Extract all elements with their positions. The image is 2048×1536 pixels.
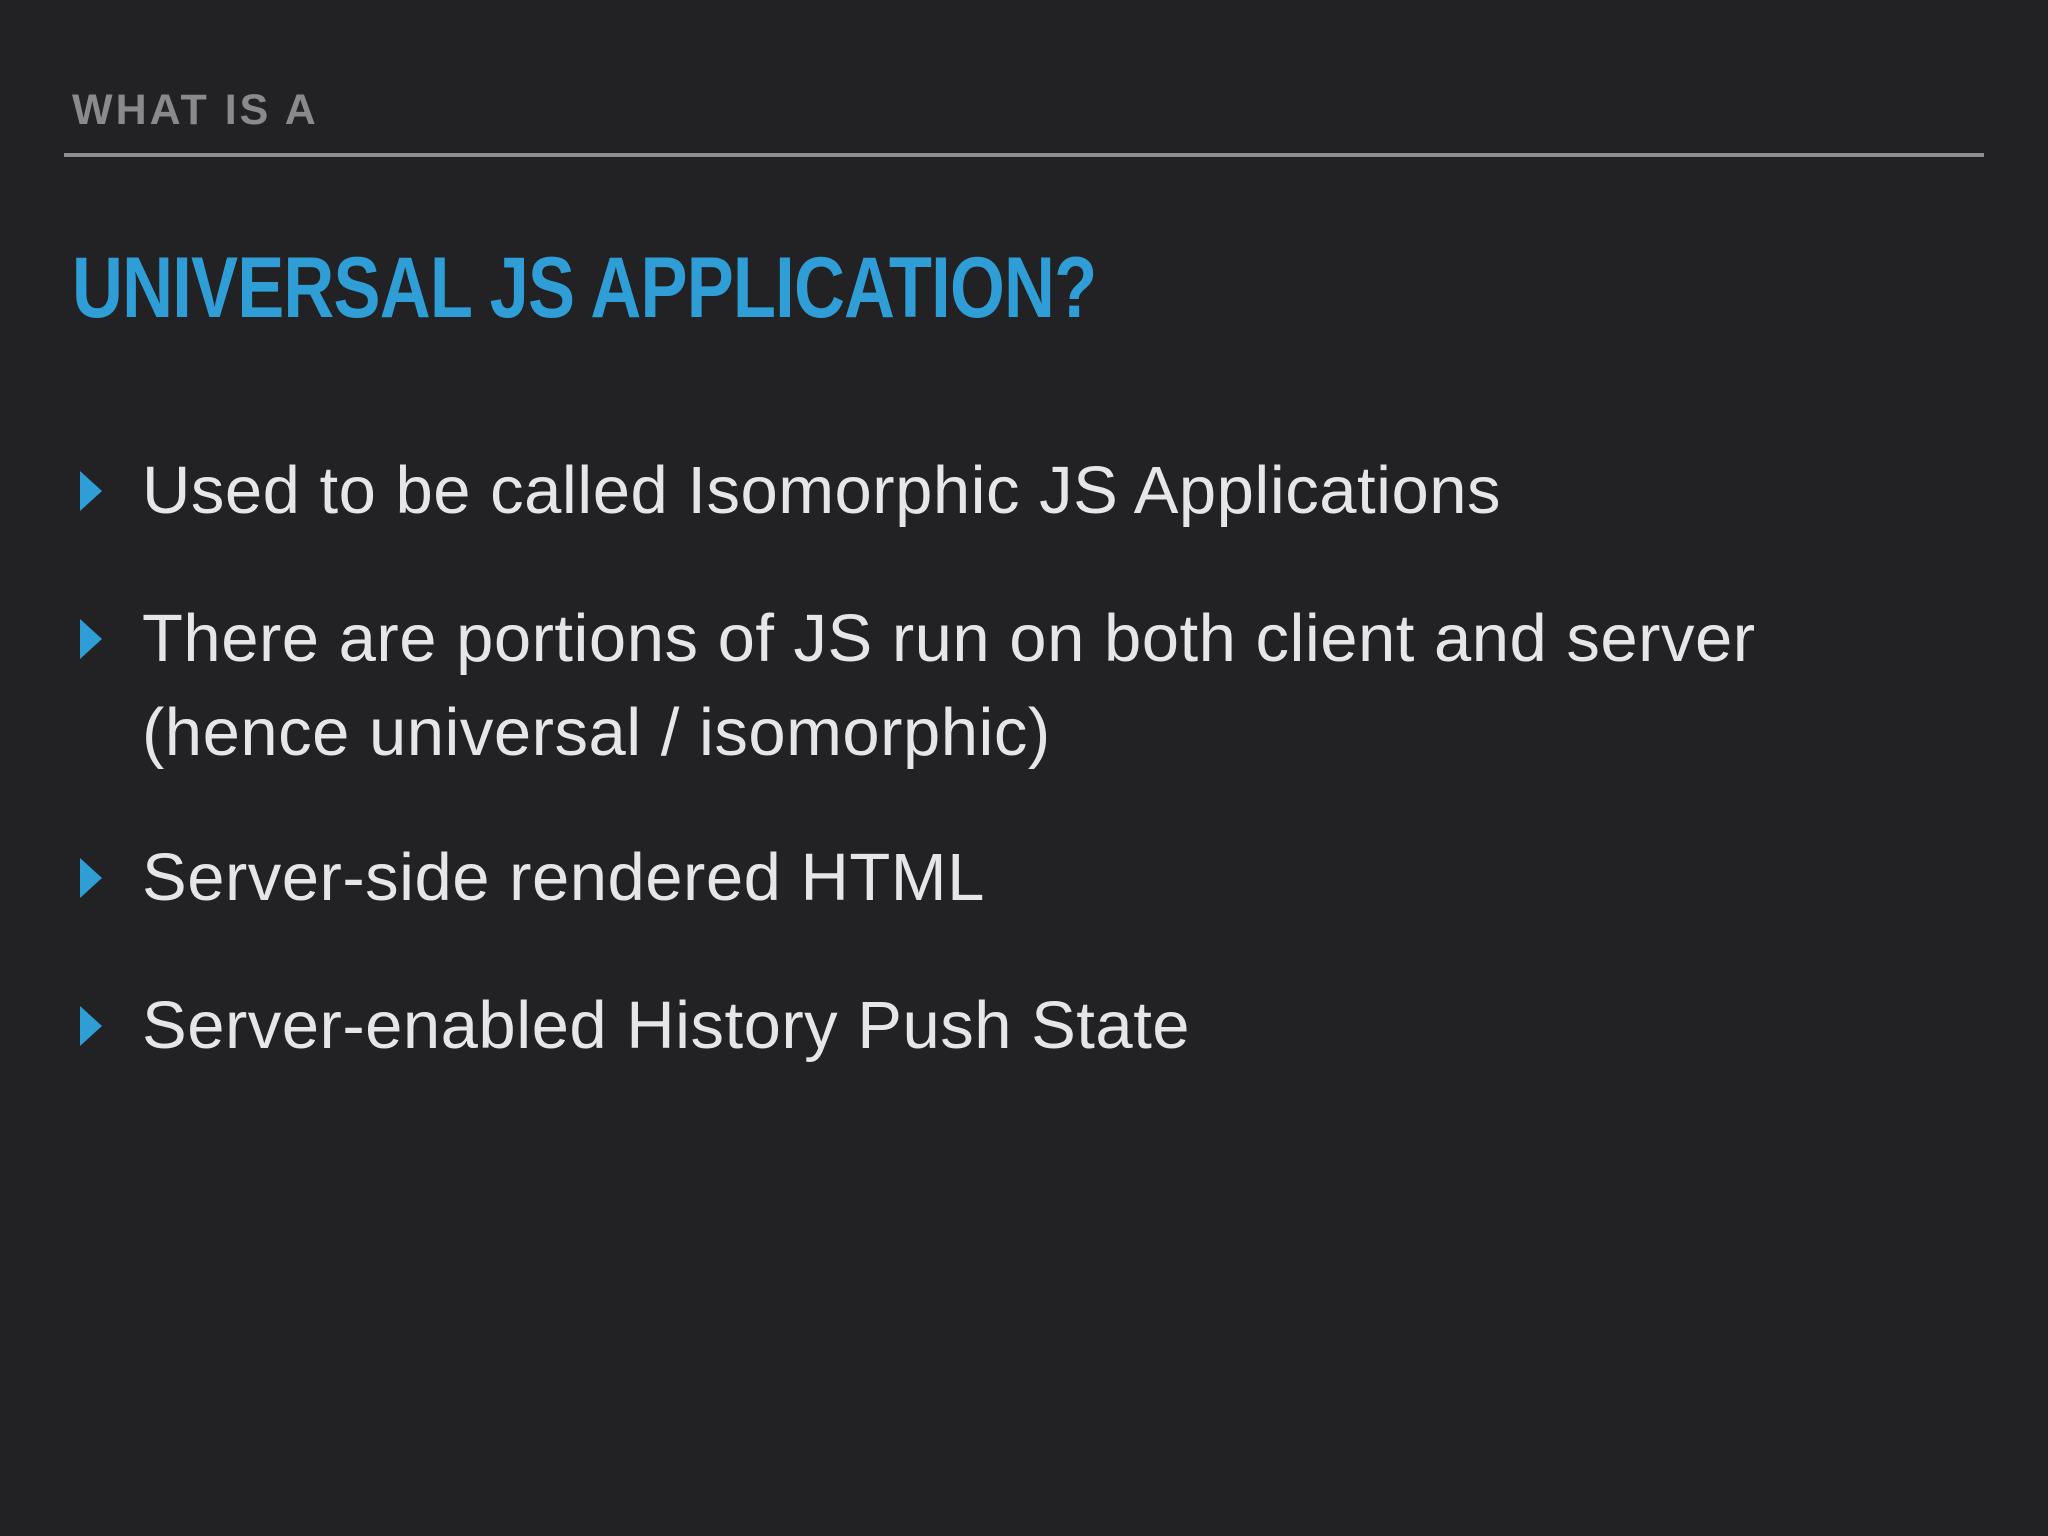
bullet-text: There are portions of JS run on both client and server (hence universal / isomorphic) <box>142 601 1756 770</box>
bullet-text: Server-enabled History Push State <box>142 988 1191 1063</box>
triangle-right-icon <box>80 1006 102 1046</box>
triangle-right-icon <box>80 471 102 511</box>
slide-eyebrow: WHAT IS A <box>72 86 319 134</box>
slide-title: UNIVERSAL JS APPLICATION? <box>72 240 1097 336</box>
bullet-text: Server-side rendered HTML <box>142 840 985 915</box>
triangle-right-icon <box>80 858 102 898</box>
triangle-right-icon <box>80 619 102 659</box>
bullet-text: Used to be called Isomorphic JS Applications <box>142 453 1501 528</box>
